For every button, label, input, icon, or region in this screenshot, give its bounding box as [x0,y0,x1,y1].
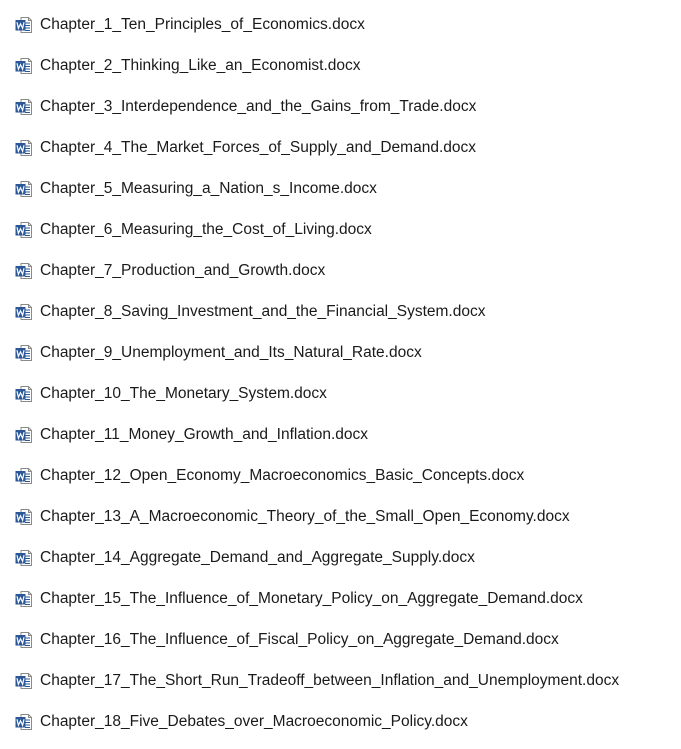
file-item[interactable] [0,496,681,537]
file-item[interactable] [0,86,681,127]
word-doc-icon [15,672,33,690]
file-item[interactable] [0,209,681,250]
file-name: Chapter_2_Thinking_Like_an_Economist.docx [40,56,361,74]
file-item[interactable] [0,578,681,619]
file-item[interactable] [0,45,681,86]
file-name: Chapter_12_Open_Economy_Macroeconomics_Basic_Concepts.docx [40,466,525,484]
word-doc-icon [15,426,33,444]
file-name: Chapter_1_Ten_Principles_of_Economics.docx [40,15,365,33]
file-name: Chapter_6_Measuring_the_Cost_of_Living.docx [40,220,372,238]
word-doc-icon [15,98,33,116]
word-doc-icon [15,303,33,321]
file-name: Chapter_15_The_Influence_of_Monetary_Policy_on_Aggregate_Demand.docx [40,589,583,607]
file-name: Chapter_18_Five_Debates_over_Macroeconomic_Policy.docx [40,712,468,730]
file-item[interactable] [0,291,681,332]
file-item[interactable] [0,619,681,660]
word-doc-icon [15,508,33,526]
file-name: Chapter_8_Saving_Investment_and_the_Financial_System.docx [40,302,486,320]
file-item[interactable] [0,332,681,373]
word-doc-icon [15,57,33,75]
word-doc-icon [15,139,33,157]
file-item[interactable] [0,660,681,701]
word-doc-icon [15,713,33,731]
file-item[interactable] [0,455,681,496]
word-doc-icon [15,590,33,608]
word-doc-icon [15,467,33,485]
file-item[interactable] [0,373,681,414]
file-item[interactable] [0,701,681,742]
word-doc-icon [15,631,33,649]
file-item[interactable] [0,127,681,168]
file-list [0,4,681,742]
file-item[interactable] [0,168,681,209]
file-name: Chapter_13_A_Macroeconomic_Theory_of_the_Small_Open_Economy.docx [40,507,570,525]
word-doc-icon [15,180,33,198]
file-name: Chapter_16_The_Influence_of_Fiscal_Policy_on_Aggregate_Demand.docx [40,630,559,648]
word-doc-icon [15,262,33,280]
file-name: Chapter_14_Aggregate_Demand_and_Aggregate_Supply.docx [40,548,475,566]
file-name: Chapter_10_The_Monetary_System.docx [40,384,327,402]
word-doc-icon [15,385,33,403]
file-item[interactable] [0,250,681,291]
file-item[interactable] [0,537,681,578]
word-doc-icon [15,221,33,239]
word-doc-icon [15,344,33,362]
file-name: Chapter_17_The_Short_Run_Tradeoff_between_Inflation_and_Unemployment.docx [40,671,620,689]
file-name: Chapter_7_Production_and_Growth.docx [40,261,326,279]
file-name: Chapter_4_The_Market_Forces_of_Supply_and_Demand.docx [40,138,476,156]
file-item[interactable] [0,4,681,45]
file-name: Chapter_3_Interdependence_and_the_Gains_from_Trade.docx [40,97,477,115]
file-name: Chapter_5_Measuring_a_Nation_s_Income.docx [40,179,377,197]
word-doc-icon [15,16,33,34]
file-name: Chapter_11_Money_Growth_and_Inflation.docx [40,425,369,443]
file-item[interactable] [0,414,681,455]
word-doc-icon [15,549,33,567]
file-name: Chapter_9_Unemployment_and_Its_Natural_Rate.docx [40,343,422,361]
